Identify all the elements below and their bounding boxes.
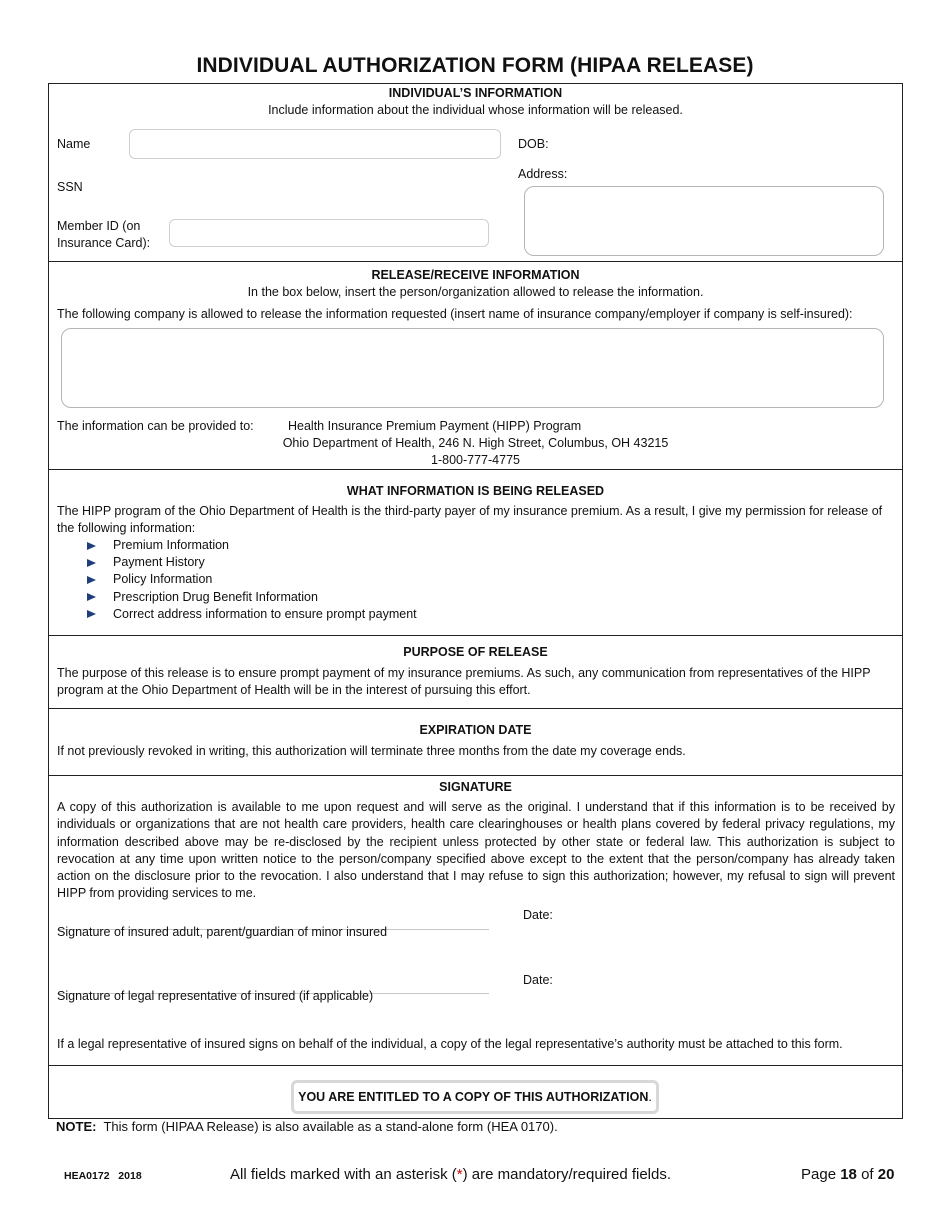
individual-section xyxy=(49,84,902,262)
released-info-list xyxy=(87,537,417,623)
company-field[interactable] xyxy=(61,328,884,408)
release-subheading: In the box below, insert the person/organization allowed to release the information. xyxy=(247,285,704,299)
provided-to-label: The information can be provided to: xyxy=(57,419,254,433)
footer-mandatory-notice: All fields marked with an asterisk (*) are mandatory/required fields. xyxy=(230,1166,672,1183)
bullet-arrow-icon xyxy=(87,542,96,550)
purpose-heading: PURPOSE OF RELEASE xyxy=(403,645,548,659)
member-id-field[interactable] xyxy=(169,219,489,247)
form-note: NOTE: This form (HIPAA Release) is also available as a stand-alone form (HEA 0170). xyxy=(56,1119,558,1134)
list-item: Payment History xyxy=(87,554,417,571)
what-info-heading: WHAT INFORMATION IS BEING RELEASED xyxy=(346,484,605,498)
name-label: Name xyxy=(57,137,91,151)
bullet-arrow-icon xyxy=(87,610,96,618)
name-field[interactable] xyxy=(129,129,501,159)
address-label: Address: xyxy=(518,167,568,181)
expiration-paragraph: If not previously revoked in writing, this authorization will terminate three months from the date my coverage ends. xyxy=(57,744,686,758)
hipp-program-name: Health Insurance Premium Payment (HIPP) Program xyxy=(288,419,582,433)
signature-paragraph: A copy of this authorization is available to me upon request and will serve as the original. I understand that if this information is to be received by individuals or organizations that are not health care providers, health care clearinghouses or health plans covered by federal privacy regulations, my information described above may be re-disclosed by the recipient unless protected by other state or federal law. This authorization is subject to revocation at any time upon written notice to the person/company specified above except to the extent that the person/company has already taken action on the disclosure prior to the revocation. I also understand that I may refuse to sign this authorization; however, my refusal to sign will prevent HIPP from providing services to me. xyxy=(57,800,895,901)
list-item: Premium Information xyxy=(87,537,417,554)
footer-page-number: Page 18 of 20 xyxy=(801,1166,895,1183)
date-label-representative: Date: xyxy=(523,973,553,987)
dob-label: DOB: xyxy=(518,137,549,151)
individual-heading: INDIVIDUAL’S INFORMATION xyxy=(388,86,563,100)
purpose-section xyxy=(49,636,902,709)
signature-heading: SIGNATURE xyxy=(439,780,512,794)
company-instruction: The following company is allowed to release the information requested (insert name of insurance company/employer if company is self-insured): xyxy=(57,307,853,321)
bullet-arrow-icon xyxy=(87,576,96,584)
legal-representative-note: If a legal representative of insured signs on behalf of the individual, a copy of the legal representative’s authority must be attached to this form. xyxy=(57,1037,843,1051)
address-field[interactable] xyxy=(524,186,884,256)
signature-label-insured: Signature of insured adult, parent/guardian of minor insured xyxy=(57,925,388,939)
entitled-copy-box: YOU ARE ENTITLED TO A COPY OF THIS AUTHORIZATION. xyxy=(291,1080,659,1114)
list-item: Correct address information to ensure prompt payment xyxy=(87,606,417,623)
hipp-phone: 1-800-777-4775 xyxy=(431,453,520,467)
what-info-paragraph: The HIPP program of the Ohio Department of Health is the third-party payer of my insurance premium. As a result, I give my permission for release of the following information: xyxy=(57,504,883,536)
hipp-address: Ohio Department of Health, 246 N. High Street, Columbus, OH 43215 xyxy=(282,436,669,450)
asterisk-marker: * xyxy=(456,1166,463,1183)
date-label-insured: Date: xyxy=(523,908,553,922)
expiration-section xyxy=(49,709,902,776)
signature-section xyxy=(49,776,902,1066)
member-id-label-line2: Insurance Card): xyxy=(57,236,151,250)
bullet-arrow-icon xyxy=(87,593,96,601)
purpose-paragraph: The purpose of this release is to ensure prompt payment of my insurance premiums. As such, any communication from representatives of the HIPP program at the Ohio Department of Health will be in the interest of pursuing this effort. xyxy=(57,666,871,698)
expiration-heading: EXPIRATION DATE xyxy=(419,723,532,737)
bullet-arrow-icon xyxy=(87,559,96,567)
list-item: Prescription Drug Benefit Information xyxy=(87,589,417,606)
signature-label-representative: Signature of legal representative of insured (if applicable) xyxy=(57,989,374,1003)
release-section xyxy=(49,262,902,470)
list-item: Policy Information xyxy=(87,571,417,588)
ssn-label: SSN xyxy=(57,180,83,194)
member-id-label-line1: Member ID (on xyxy=(57,219,141,233)
individual-subheading: Include information about the individual whose information will be released. xyxy=(268,103,683,117)
page-title: INDIVIDUAL AUTHORIZATION FORM (HIPAA RELEASE) xyxy=(196,54,754,77)
release-heading: RELEASE/RECEIVE INFORMATION xyxy=(371,268,580,282)
entitled-section xyxy=(49,1066,902,1118)
authorization-form xyxy=(48,83,903,1119)
what-info-section xyxy=(49,470,902,636)
footer-form-code: HEA0172 2018 xyxy=(64,1170,142,1182)
